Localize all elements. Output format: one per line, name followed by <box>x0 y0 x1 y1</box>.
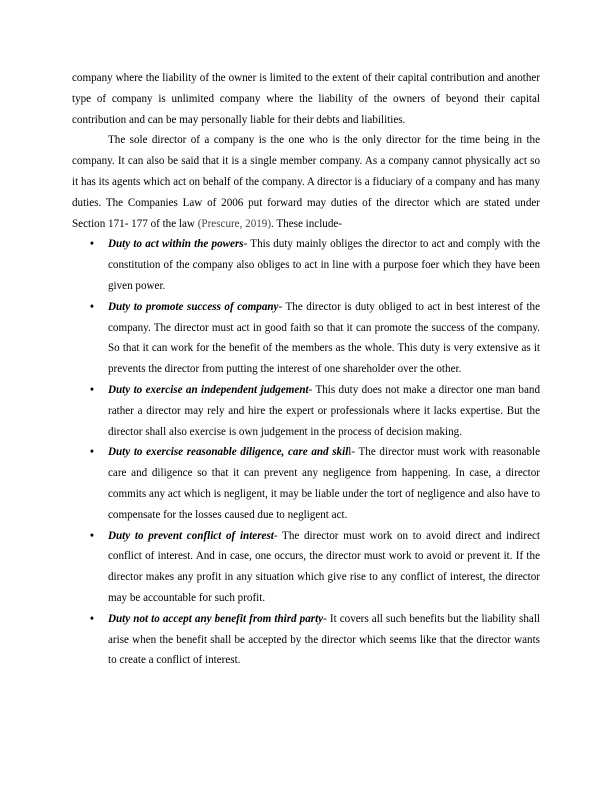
duty-term: Duty not to accept any benefit from third party <box>108 612 324 625</box>
bullet-icon: • <box>90 238 94 251</box>
duty-term: Duty to act within the powers <box>108 238 244 251</box>
duty-list-item <box>72 234 540 296</box>
bullet-icon: • <box>90 446 94 459</box>
duty-description: - This duty does not make a director one man band rather a director may rely and hire the expert or professionals where it lacks expertise. But the director shall also exercise is own judgement in the process of decision making. <box>108 383 540 438</box>
duty-description: - This duty mainly obliges the director to act and comply with the constitution of the company also obliges to act in line with a purpose foer which they have been given power. <box>108 238 540 292</box>
citation: (Prescure, 2019) <box>197 217 272 230</box>
duty-description: - The director is duty obliged to act in best interest of the company. The director must act in good faith so that it can promote the success of the company. So that it can work for the benefit of the members as the whole. This duty is very extensive as it prevents the director from putting the interest of one shareholder over the other. <box>108 300 541 376</box>
bullet-icon: • <box>90 300 94 313</box>
document-page <box>72 68 540 671</box>
duty-term: Duty to exercise an independent judgement <box>108 383 309 396</box>
duty-description: - The director must work on to avoid direct and indirect conflict of interest. And in case, one occurs, the director must work to avoid or prevent it. If the director makes any profit in any situation which give rise to any conflict of interest, the director may be accountable for such profit. <box>108 529 540 604</box>
paragraph-sole-director <box>72 130 540 234</box>
bullet-icon: • <box>90 612 94 625</box>
duty-term: Duty to prevent conflict of interest <box>108 529 274 542</box>
duty-term: Duty to exercise reasonable diligence, care and skil <box>108 446 349 459</box>
duty-list-item <box>72 609 540 671</box>
sole-director-text: The sole director of a company is the one who is the only director for the time being in the company. It can also be said that it is a single member company. As a company cannot physically act so it has its agents which act on behalf of the company. A director is a fiduciary of a company and has many duties. The Companies Law of 2006 put forward may duties of the director which are stated under Section 171- 177 of the law <box>72 134 540 230</box>
duty-list-item <box>72 526 540 609</box>
paragraph-company-liability: company where the liability of the owner is limited to the extent of their capital contribution and another type of company is unlimited company where the liability of the owners of beyond their capital contribution and can be may personally liable for their debts and liabilities. <box>72 72 540 126</box>
duty-description: - It covers all such benefits but the liability shall arise when the benefit shall be accepted by the director which seems like that the director wants to create a conflict of interest. <box>108 612 540 667</box>
duty-list-item <box>72 442 540 525</box>
duty-list-item <box>72 380 540 442</box>
duty-list-item <box>72 297 540 380</box>
duty-description: l- The director must work with reasonable care and diligence so that it can prevent any negligence from happening. In case, a director commits any act which is negligent, it may be liable under the tort of negligence and also have to compensate for the losses caused due to negligent act. <box>108 446 540 521</box>
sole-director-text-end: . These include- <box>271 217 343 230</box>
bullet-icon: • <box>90 383 94 396</box>
duties-list <box>72 234 540 671</box>
bullet-icon: • <box>90 529 94 542</box>
duty-term: Duty to promote success of company <box>108 300 279 313</box>
